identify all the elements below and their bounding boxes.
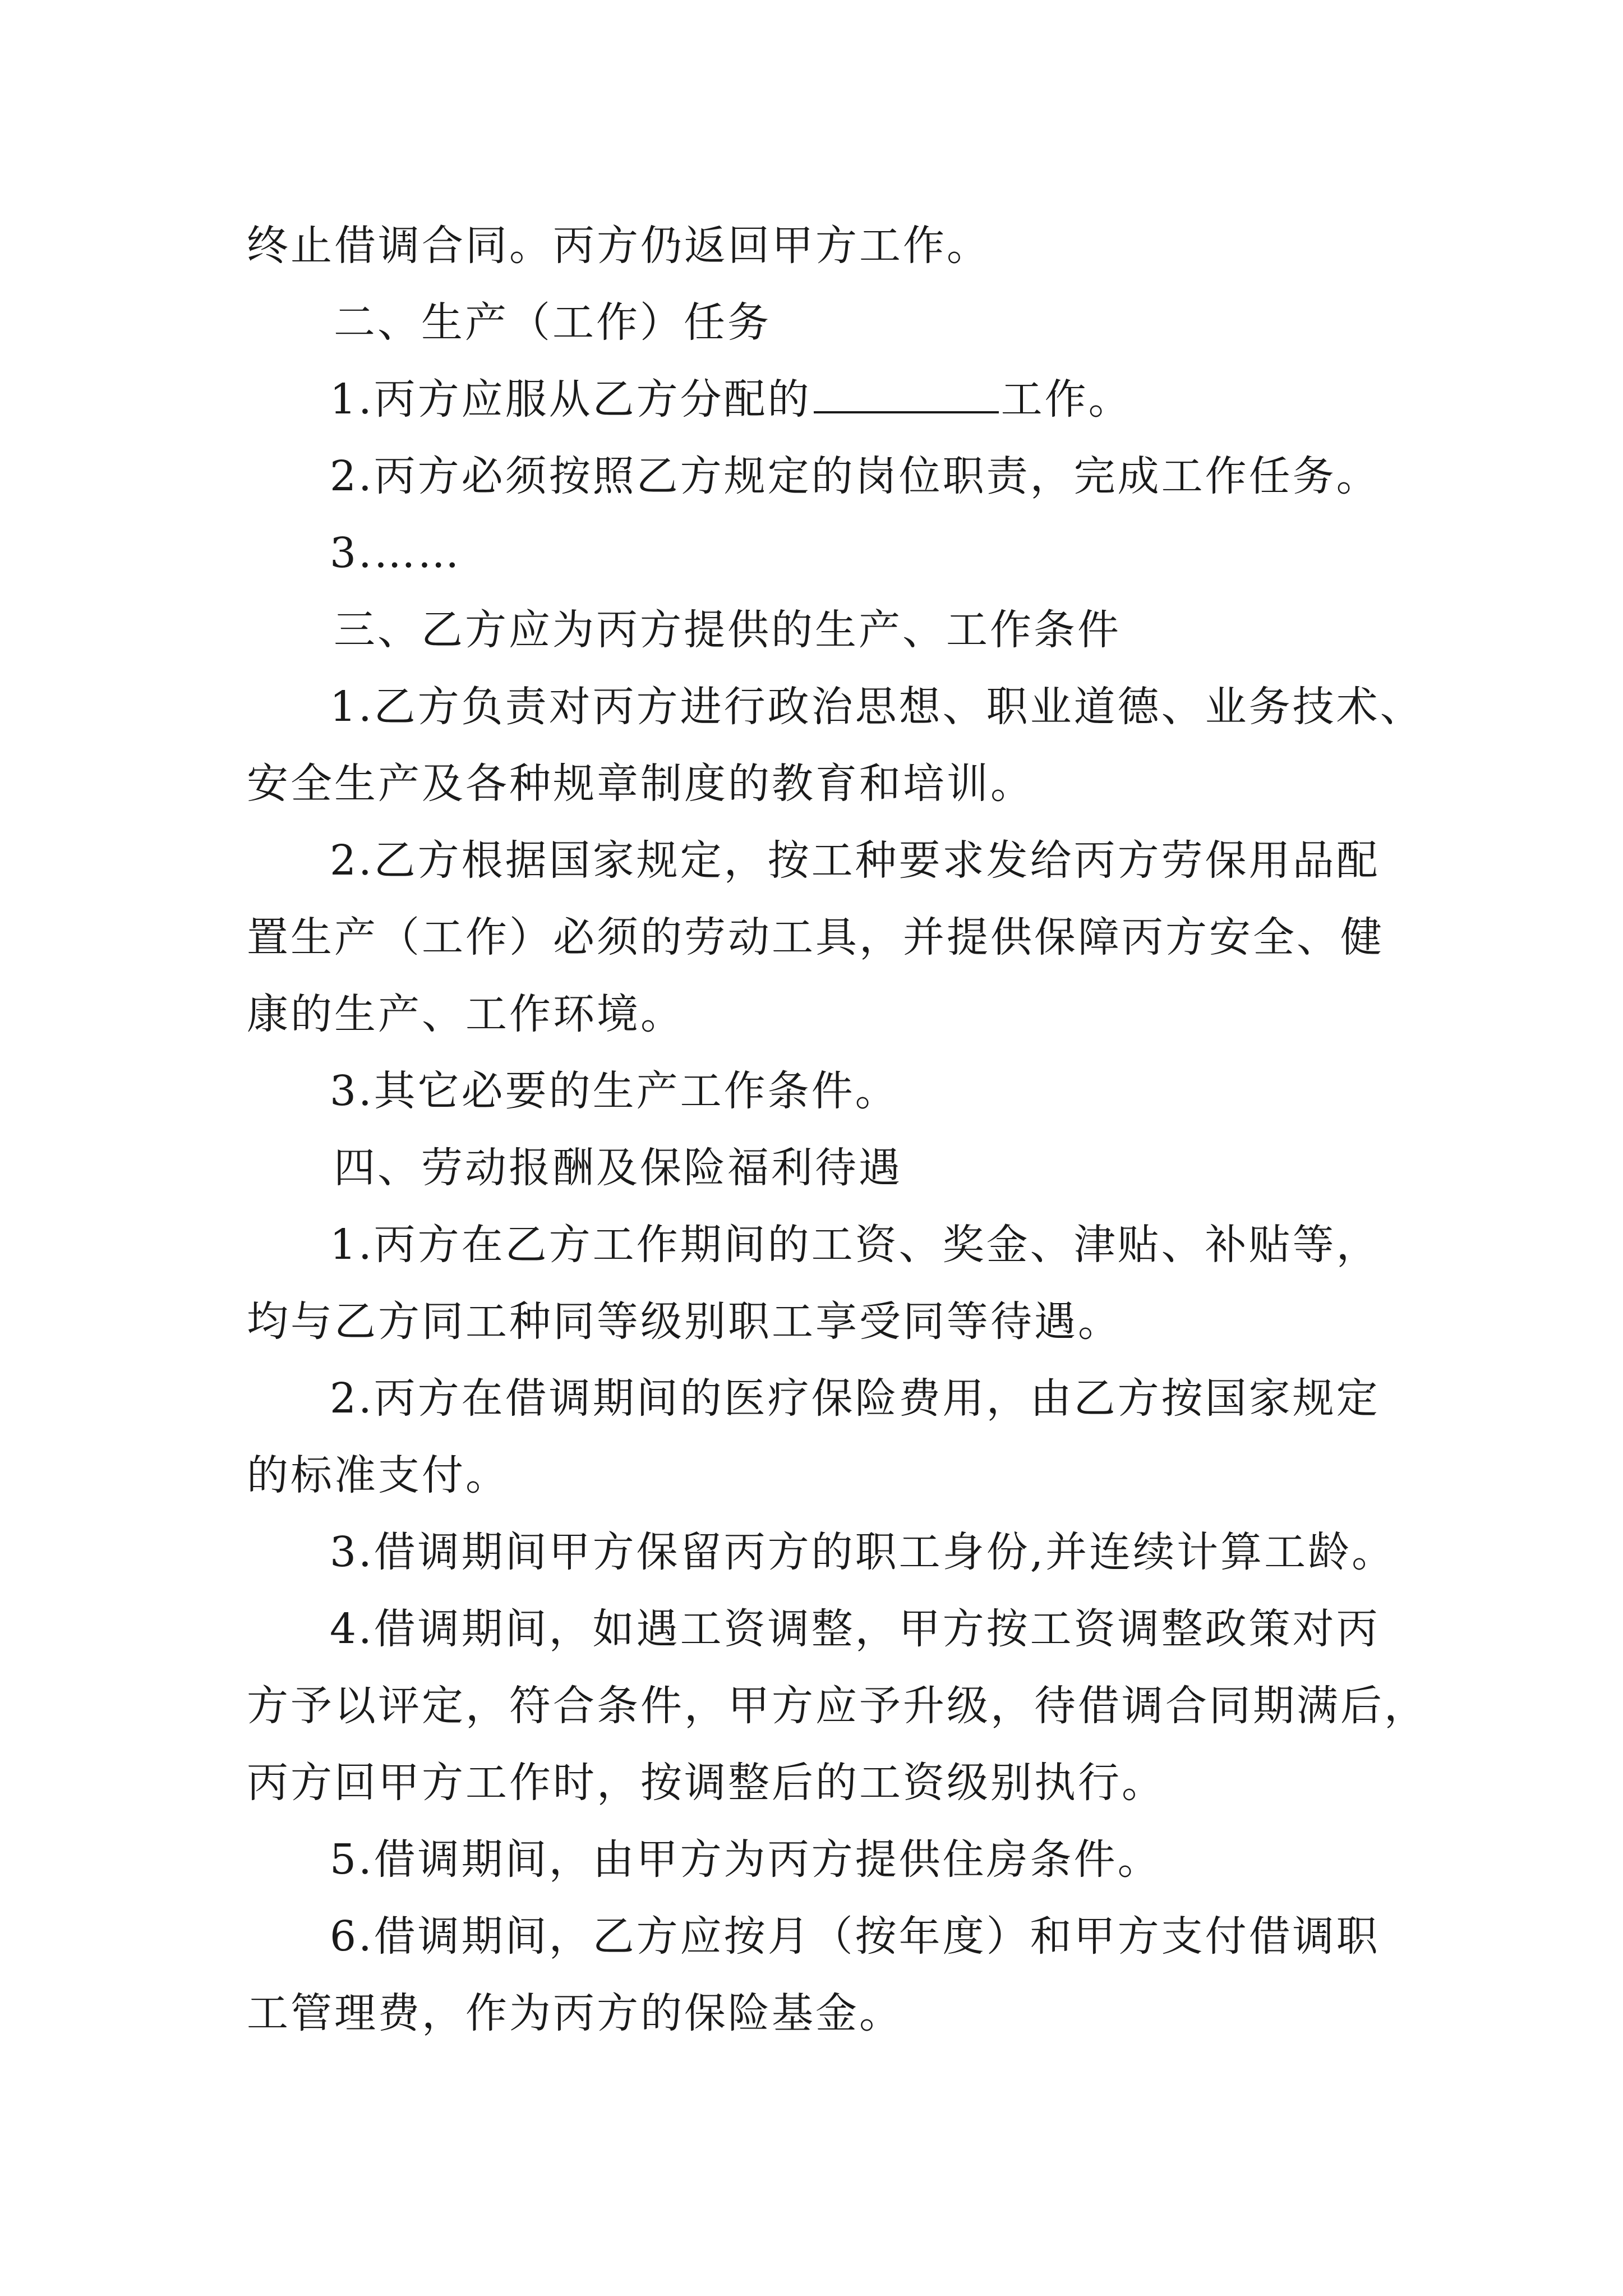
fill-in-blank — [814, 375, 999, 413]
list-item: 1.丙方在乙方工作期间的工资、奖金、津贴、补贴等， — [330, 1221, 1380, 1269]
list-item: 3.其它必要的生产工作条件。 — [330, 1067, 899, 1115]
list-item: 3.借调期间甲方保留丙方的职工身份,并连续计算工龄。 — [330, 1528, 1396, 1576]
list-item: 4.借调期间，如遇工资调整，甲方按工资调整政策对丙 — [330, 1605, 1380, 1653]
text-line: 置生产（工作）必须的劳动工具，并提供保障丙方安全、健 — [247, 913, 1384, 961]
text-line: 工管理费，作为丙方的保险基金。 — [247, 1989, 903, 2037]
section-heading-3: 三、乙方应为丙方提供的生产、工作条件 — [334, 606, 1121, 654]
list-item: 2.乙方根据国家规定，按工种要求发给丙方劳保用品配 — [330, 836, 1380, 885]
text-line: 丙方回甲方工作时，按调整后的工资级别执行。 — [247, 1759, 1165, 1807]
text-line: 康的生产、工作环境。 — [247, 990, 684, 1038]
text-line: 方予以评定，符合条件，甲方应予升级，待借调合同期满后， — [247, 1682, 1428, 1730]
list-item: 6.借调期间，乙方应按月（按年度）和甲方支付借调职 — [330, 1912, 1380, 1961]
list-item — [247, 361, 1391, 438]
text-line: 的标准支付。 — [247, 1451, 509, 1499]
list-item: 2.丙方必须按照乙方规定的岗位职责，完成工作任务。 — [330, 452, 1380, 500]
list-item: 5.借调期间，由甲方为丙方提供住房条件。 — [330, 1835, 1161, 1884]
item-text-before-blank: 1.丙方应服从乙方分配的 — [330, 375, 811, 424]
section-heading-4: 四、劳动报酬及保险福利待遇 — [334, 1144, 902, 1192]
item-text-after-blank: 工作。 — [1000, 375, 1132, 424]
section-heading-2: 二、生产（工作）任务 — [334, 298, 771, 347]
text-line: 安全生产及各种规章制度的教育和培训。 — [247, 760, 1034, 808]
document-body — [247, 208, 1428, 2052]
list-item: 1.乙方负责对丙方进行政治思想、职业道德、业务技术、 — [330, 683, 1424, 731]
text-line: 终止借调合同。丙方仍返回甲方工作。 — [247, 222, 990, 270]
list-item: 3.…… — [330, 529, 462, 577]
text-line: 均与乙方同工种同等级别职工享受同等待遇。 — [247, 1297, 1122, 1346]
list-item: 2.丙方在借调期间的医疗保险费用，由乙方按国家规定 — [330, 1374, 1380, 1423]
